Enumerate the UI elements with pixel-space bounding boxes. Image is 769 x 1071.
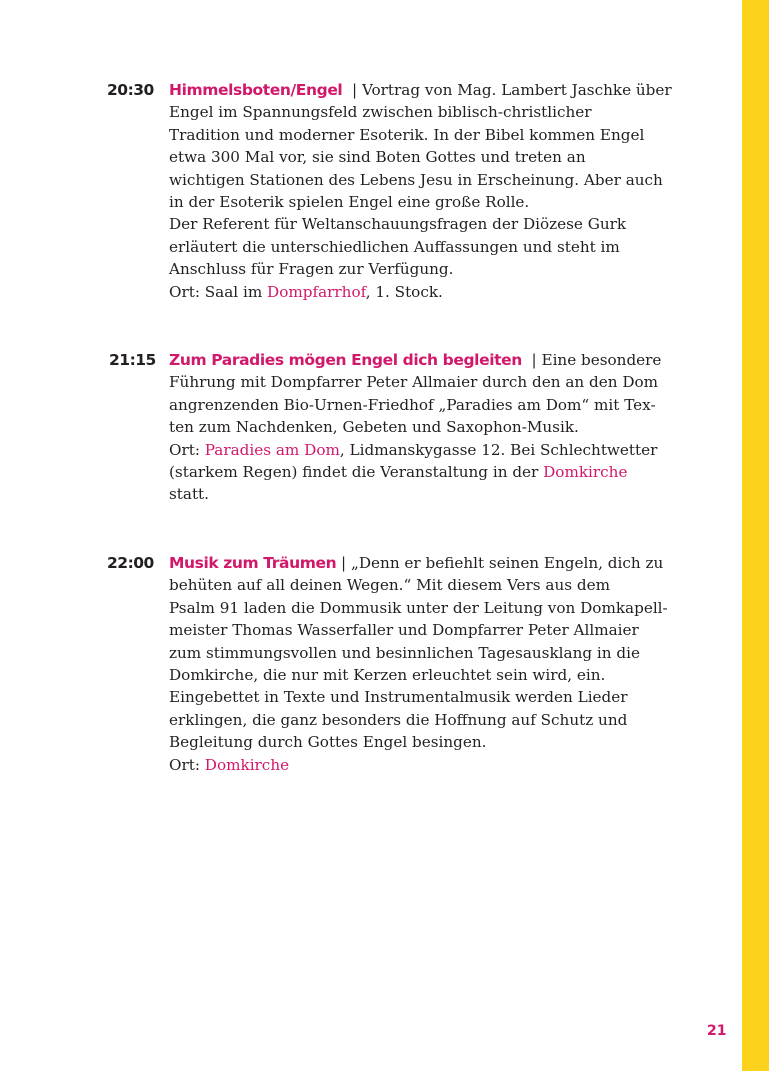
title-separator: | bbox=[336, 554, 347, 572]
event-heading-line bbox=[107, 552, 722, 574]
description-line: wichtigen Stationen des Lebens Jesu in Erscheinung. Aber auch bbox=[169, 170, 663, 189]
event-title: Himmelsboten/Engel bbox=[169, 81, 343, 99]
location-link[interactable]: Domkirche bbox=[204, 755, 290, 774]
description-line bbox=[169, 461, 722, 483]
description-line: Tradition und moderner Esoterik. In der Bibel kommen Engel bbox=[169, 125, 645, 144]
event-time: 20:30 bbox=[107, 81, 154, 99]
title-separator: | bbox=[342, 81, 358, 99]
location-suffix: , 1. Stock. bbox=[365, 282, 443, 301]
event-description bbox=[107, 574, 722, 776]
description-line: angrenzenden Bio-Urnen-Friedhof „Paradies am Dom“ mit Tex- bbox=[169, 395, 656, 414]
event-title: Musik zum Träumen bbox=[169, 554, 337, 572]
event-item bbox=[107, 552, 722, 776]
event-location bbox=[169, 754, 722, 776]
location-link[interactable]: Dompfarrhof bbox=[267, 282, 366, 301]
description-line: Führung mit Dompfarrer Peter Allmaier durch den an den Dom bbox=[169, 373, 659, 392]
event-heading-line bbox=[107, 349, 722, 371]
event-item bbox=[107, 349, 722, 506]
event-description bbox=[107, 101, 722, 303]
title-separator: | bbox=[521, 351, 537, 369]
location-suffix: , Lidmanskygasse 12. Bei Schlechtwetter bbox=[339, 440, 658, 459]
domkirche-link[interactable]: Domkirche bbox=[543, 463, 628, 482]
description-line: Eingebettet in Texte und Instrumentalmusik werden Lieder bbox=[169, 688, 628, 707]
description-line: Begleitung durch Gottes Engel besingen. bbox=[169, 733, 487, 752]
location-prefix: Ort: Saal im bbox=[169, 282, 268, 301]
event-time: 21:15 bbox=[109, 351, 156, 369]
page-number: 21 bbox=[707, 1023, 727, 1039]
description-line: Engel im Spannungsfeld zwischen biblisch-christlicher bbox=[169, 103, 592, 122]
description-line: zum stimmungsvollen und besinnlichen Tagesausklang in die bbox=[169, 643, 640, 662]
description-line: meister Thomas Wasserfaller und Dompfarrer Peter Allmaier bbox=[169, 621, 639, 640]
event-location bbox=[169, 439, 722, 461]
yellow-sidebar-band bbox=[742, 0, 769, 1071]
event-location bbox=[169, 281, 722, 303]
event-heading-line bbox=[107, 79, 722, 101]
event-description-start: Vortrag von Mag. Lambert Jaschke über bbox=[357, 81, 672, 99]
description-line: Domkirche, die nur mit Kerzen erleuchtet sein wird, ein. bbox=[169, 666, 606, 685]
location-prefix: Ort: bbox=[169, 755, 205, 774]
location-prefix: Ort: bbox=[169, 440, 205, 459]
description-line: behüten auf all deinen Wegen.“ Mit diesem Vers aus dem bbox=[169, 576, 610, 595]
extra-line-prefix: (starkem Regen) findet die Veranstaltung in der bbox=[169, 463, 544, 482]
description-line: Der Referent für Weltanschauungsfragen der Diözese Gurk bbox=[169, 215, 627, 234]
description-line: statt. bbox=[169, 485, 209, 504]
event-item bbox=[107, 79, 722, 303]
description-line: etwa 300 Mal vor, sie sind Boten Gottes und treten an bbox=[169, 148, 586, 167]
description-line: in der Esoterik spielen Engel eine große Rolle. bbox=[169, 193, 530, 212]
event-time: 22:00 bbox=[107, 554, 154, 572]
event-description bbox=[107, 371, 722, 505]
description-line: erklingen, die ganz besonders die Hoffnung auf Schutz und bbox=[169, 710, 628, 729]
description-line: Anschluss für Fragen zur Verfügung. bbox=[169, 260, 454, 279]
event-title: Zum Paradies mögen Engel dich begleiten bbox=[169, 351, 522, 369]
location-link[interactable]: Paradies am Dom bbox=[204, 440, 340, 459]
description-line: ten zum Nachdenken, Gebeten und Saxophon-Musik. bbox=[169, 418, 579, 437]
event-description-start: Eine besondere bbox=[536, 351, 662, 369]
description-line: erläutert die unterschiedlichen Auffassungen und steht im bbox=[169, 237, 620, 256]
event-description-start: „Denn er befiehlt seinen Engeln, dich zu bbox=[346, 554, 664, 572]
description-line: Psalm 91 laden die Dommusik unter der Leitung von Domkapell- bbox=[169, 598, 668, 617]
